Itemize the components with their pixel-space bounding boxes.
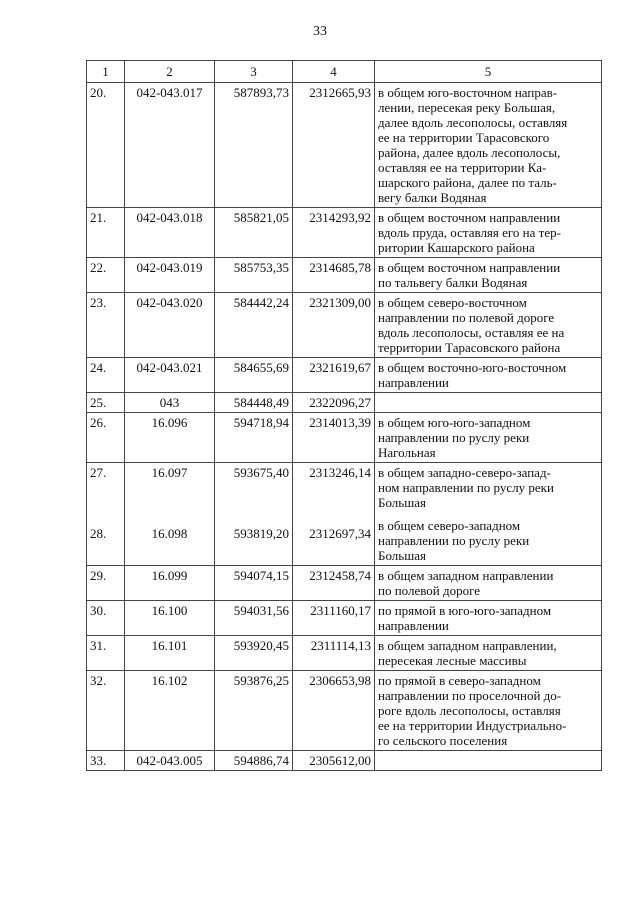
boundary-description bbox=[375, 751, 602, 771]
point-code-value: 042-043.005 bbox=[136, 753, 203, 768]
coordinate-y-value: 2313246,14 bbox=[309, 465, 371, 480]
description-line: в общем западно-северо-запад- bbox=[378, 465, 551, 480]
boundary-description bbox=[375, 566, 602, 601]
coordinate-y bbox=[293, 601, 375, 636]
description-line: го сельского поселения bbox=[378, 733, 508, 748]
coordinate-y-value: 2311114,13 bbox=[310, 638, 371, 653]
point-code-value: 042-043.019 bbox=[136, 260, 203, 275]
row-number-value: 22. bbox=[90, 260, 107, 275]
description-line: направлении по проселочной до- bbox=[378, 688, 562, 703]
table-row bbox=[87, 393, 602, 413]
description-line: в общем северо-западном bbox=[378, 518, 521, 533]
coordinate-x-value: 593920,45 bbox=[233, 638, 289, 653]
point-code-value: 16.102 bbox=[151, 673, 188, 688]
coordinate-x-value: 585753,35 bbox=[233, 260, 289, 275]
row-number-value: 29. bbox=[90, 568, 107, 583]
table-header-row bbox=[87, 61, 602, 83]
boundary-description bbox=[375, 358, 602, 393]
point-code bbox=[125, 293, 215, 358]
row-number-value: 32. bbox=[90, 673, 107, 688]
table-row bbox=[87, 636, 602, 671]
row-number-value: 28. bbox=[90, 526, 107, 541]
description-line: в общем западном направлении bbox=[378, 568, 554, 583]
point-code bbox=[125, 751, 215, 771]
boundary-description bbox=[375, 413, 602, 463]
coordinate-y-value: 2312697,34 bbox=[309, 526, 371, 541]
coordinate-y bbox=[293, 83, 375, 208]
coordinate-y-value: 2321309,00 bbox=[309, 295, 371, 310]
coordinate-y bbox=[293, 566, 375, 601]
description-line: по прямой в северо-западном bbox=[378, 673, 541, 688]
description-line: ее на территории Индустриально- bbox=[378, 718, 567, 733]
description-line: в общем северо-восточном bbox=[378, 295, 527, 310]
coordinate-x bbox=[215, 751, 293, 771]
coordinate-x bbox=[215, 358, 293, 393]
row-number bbox=[87, 636, 125, 671]
row-number bbox=[87, 751, 125, 771]
description-line: шарского района, далее по таль- bbox=[378, 175, 557, 190]
point-code bbox=[125, 601, 215, 636]
coordinate-x bbox=[215, 636, 293, 671]
coordinate-y bbox=[293, 258, 375, 293]
description-line: вдоль лесополосы, оставляя ее на bbox=[378, 325, 565, 340]
description-line: направлении bbox=[378, 375, 449, 390]
row-number-value: 27. bbox=[90, 465, 107, 480]
table-row bbox=[87, 293, 602, 358]
boundary-points-table bbox=[86, 60, 602, 771]
coordinate-x-value: 593819,20 bbox=[233, 526, 289, 541]
description-line: в общем юго-восточном направ- bbox=[378, 85, 558, 100]
description-line: вегу балки Водяная bbox=[378, 190, 487, 205]
coordinate-y-value: 2312665,93 bbox=[309, 85, 371, 100]
description-line: Нагольная bbox=[378, 445, 436, 460]
description-line: в общем западном направлении, bbox=[378, 638, 557, 653]
point-code bbox=[125, 208, 215, 258]
row-gap bbox=[296, 488, 371, 526]
row-gap bbox=[218, 480, 289, 488]
page-number: 33 bbox=[313, 24, 327, 39]
row-number bbox=[87, 83, 125, 208]
header-col-1: 1 bbox=[87, 61, 125, 83]
coordinate-x bbox=[215, 671, 293, 751]
description-line: вдоль пруда, оставляя его на тер- bbox=[378, 225, 561, 240]
coordinate-x-value: 584655,69 bbox=[233, 360, 289, 375]
point-code-value: 16.096 bbox=[151, 415, 188, 430]
description-line: в общем восточном направлении bbox=[378, 210, 561, 225]
row-number-value: 26. bbox=[90, 415, 107, 430]
boundary-description bbox=[375, 83, 602, 208]
point-code-value: 16.100 bbox=[151, 603, 188, 618]
row-gap bbox=[128, 488, 211, 526]
coordinate-y-value: 2314685,78 bbox=[309, 260, 371, 275]
coordinate-x-value: 594718,94 bbox=[233, 415, 289, 430]
boundary-description bbox=[375, 636, 602, 671]
coordinate-y bbox=[293, 293, 375, 358]
description-line: в общем восточном направлении bbox=[378, 260, 561, 275]
row-gap bbox=[218, 488, 289, 526]
description-line: оставляя ее на территории Ка- bbox=[378, 160, 547, 175]
description-line: по прямой в юго-юго-западном bbox=[378, 603, 552, 618]
table-row bbox=[87, 83, 602, 208]
description-line: в общем юго-юго-западном bbox=[378, 415, 531, 430]
row-number-value: 23. bbox=[90, 295, 107, 310]
coordinate-y-value: 2306653,98 bbox=[309, 673, 371, 688]
row-gap bbox=[90, 480, 121, 488]
row-number bbox=[87, 671, 125, 751]
point-code bbox=[125, 393, 215, 413]
coordinate-x-value: 594074,15 bbox=[233, 568, 289, 583]
coordinate-x bbox=[215, 413, 293, 463]
description-line: Большая bbox=[378, 495, 426, 510]
description-line: в общем восточно-юго-восточном bbox=[378, 360, 567, 375]
point-code bbox=[125, 636, 215, 671]
description-line: лении, пересекая реку Большая, bbox=[378, 100, 556, 115]
row-gap bbox=[128, 480, 211, 488]
coordinate-x-value: 585821,05 bbox=[233, 210, 289, 225]
coordinate-y bbox=[293, 358, 375, 393]
row-number-value: 31. bbox=[90, 638, 107, 653]
coordinate-x-value: 584448,49 bbox=[233, 395, 289, 410]
row-number-value: 30. bbox=[90, 603, 107, 618]
table-row bbox=[87, 358, 602, 393]
description-line: далее вдоль лесополосы, оставляя bbox=[378, 115, 568, 130]
coordinate-x bbox=[215, 393, 293, 413]
row-number bbox=[87, 463, 125, 566]
coordinate-x-value: 594031,56 bbox=[233, 603, 289, 618]
boundary-description bbox=[375, 601, 602, 636]
boundary-description bbox=[375, 671, 602, 751]
coordinate-x bbox=[215, 601, 293, 636]
point-code bbox=[125, 463, 215, 566]
boundary-description bbox=[375, 208, 602, 258]
point-code bbox=[125, 566, 215, 601]
point-code-value: 043 bbox=[159, 395, 180, 410]
boundary-description bbox=[375, 393, 602, 413]
point-code-value: 042-043.021 bbox=[136, 360, 203, 375]
coordinate-y bbox=[293, 393, 375, 413]
table-row bbox=[87, 413, 602, 463]
table-row bbox=[87, 258, 602, 293]
row-number bbox=[87, 601, 125, 636]
row-gap bbox=[378, 510, 598, 518]
row-number bbox=[87, 358, 125, 393]
coordinate-y-value: 2314013,39 bbox=[309, 415, 371, 430]
description-line: пересекая лесные массивы bbox=[378, 653, 527, 668]
table-row bbox=[87, 671, 602, 751]
point-code-value: 042-043.018 bbox=[136, 210, 203, 225]
table-row bbox=[87, 208, 602, 258]
coordinate-x bbox=[215, 208, 293, 258]
coordinate-x-value: 587893,73 bbox=[233, 85, 289, 100]
header-col-3: 3 bbox=[215, 61, 293, 83]
coordinate-y bbox=[293, 751, 375, 771]
coordinate-y bbox=[293, 208, 375, 258]
table-row bbox=[87, 751, 602, 771]
description-line: ритории Кашарского района bbox=[378, 240, 535, 255]
point-code-value: 16.099 bbox=[151, 568, 188, 583]
coordinate-y-value: 2305612,00 bbox=[309, 753, 371, 768]
coordinate-x bbox=[215, 258, 293, 293]
description-line: направлении по руслу реки bbox=[378, 533, 530, 548]
description-line: территории Тарасовского района bbox=[378, 340, 561, 355]
point-code-value: 042-043.017 bbox=[136, 85, 203, 100]
coordinate-y-value: 2312458,74 bbox=[309, 568, 371, 583]
description-line: Большая bbox=[378, 548, 426, 563]
coordinate-x-value: 593675,40 bbox=[233, 465, 289, 480]
boundary-description bbox=[375, 293, 602, 358]
row-number-value: 21. bbox=[90, 210, 107, 225]
header-col-2: 2 bbox=[125, 61, 215, 83]
point-code bbox=[125, 83, 215, 208]
description-line: направлении bbox=[378, 618, 449, 633]
point-code bbox=[125, 358, 215, 393]
row-number-value: 20. bbox=[90, 85, 107, 100]
table-body bbox=[87, 83, 602, 771]
row-number bbox=[87, 293, 125, 358]
description-line: по полевой дороге bbox=[378, 583, 481, 598]
boundary-description bbox=[375, 463, 602, 566]
description-line: направлении по руслу реки bbox=[378, 430, 530, 445]
coordinate-x bbox=[215, 83, 293, 208]
coordinate-y bbox=[293, 671, 375, 751]
coordinate-x-value: 593876,25 bbox=[233, 673, 289, 688]
point-code bbox=[125, 671, 215, 751]
coordinate-x bbox=[215, 463, 293, 566]
boundary-description bbox=[375, 258, 602, 293]
description-line: по тальвегу балки Водяная bbox=[378, 275, 528, 290]
table-row bbox=[87, 601, 602, 636]
coordinate-y-value: 2311160,17 bbox=[310, 603, 371, 618]
table-row bbox=[87, 566, 602, 601]
point-code bbox=[125, 258, 215, 293]
table-row bbox=[87, 463, 602, 566]
description-line: направлении по полевой дороге bbox=[378, 310, 555, 325]
row-gap bbox=[296, 480, 371, 488]
coordinate-y bbox=[293, 636, 375, 671]
header-col-5: 5 bbox=[375, 61, 602, 83]
row-number bbox=[87, 258, 125, 293]
header-col-4: 4 bbox=[293, 61, 375, 83]
coordinate-y-value: 2321619,67 bbox=[309, 360, 371, 375]
point-code-value: 042-043.020 bbox=[136, 295, 203, 310]
row-number bbox=[87, 566, 125, 601]
point-code-value: 16.097 bbox=[151, 465, 188, 480]
coordinate-x-value: 594886,74 bbox=[233, 753, 289, 768]
row-number bbox=[87, 208, 125, 258]
coordinate-y-value: 2314293,92 bbox=[309, 210, 371, 225]
coordinate-x bbox=[215, 566, 293, 601]
row-gap bbox=[90, 488, 121, 526]
point-code-value: 16.101 bbox=[151, 638, 188, 653]
coordinate-x bbox=[215, 293, 293, 358]
row-number-value: 33. bbox=[90, 753, 107, 768]
coordinate-y-value: 2322096,27 bbox=[309, 395, 371, 410]
point-code-value: 16.098 bbox=[151, 526, 188, 541]
description-line: ном направлении по руслу реки bbox=[378, 480, 554, 495]
description-line: роге вдоль лесополосы, оставляя bbox=[378, 703, 561, 718]
coordinate-y bbox=[293, 463, 375, 566]
point-code bbox=[125, 413, 215, 463]
coordinate-x-value: 584442,24 bbox=[233, 295, 289, 310]
row-number-value: 25. bbox=[90, 395, 107, 410]
coordinate-y bbox=[293, 413, 375, 463]
row-number bbox=[87, 393, 125, 413]
row-number-value: 24. bbox=[90, 360, 107, 375]
description-line: района, далее вдоль лесополосы, bbox=[378, 145, 561, 160]
row-number bbox=[87, 413, 125, 463]
description-line: ее на территории Тарасовского bbox=[378, 130, 550, 145]
